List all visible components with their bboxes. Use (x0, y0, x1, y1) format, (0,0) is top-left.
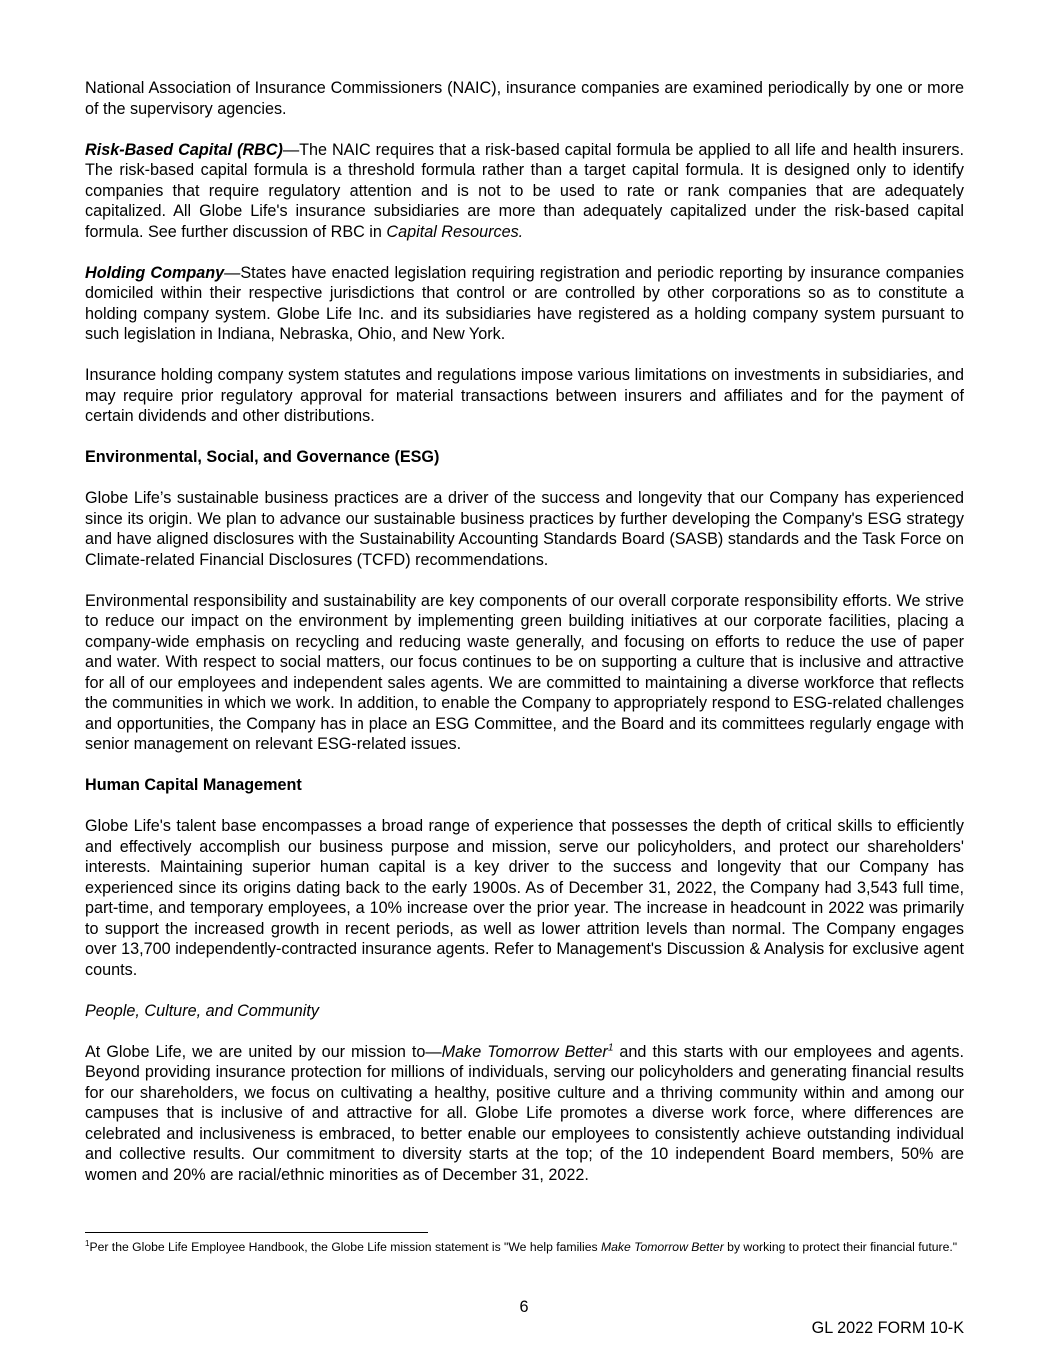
holding-statutes-paragraph (85, 365, 964, 427)
page-number: 6 (519, 1298, 529, 1316)
people-subheading (85, 1001, 964, 1022)
human-capital-paragraph (85, 816, 964, 980)
rbc-paragraph (85, 140, 964, 243)
rbc-reference: Capital Resources. (386, 222, 524, 241)
footnote-emphasis: Make Tomorrow Better (600, 1240, 724, 1254)
people-text-before: At Globe Life, we are united by our mission to— (85, 1042, 442, 1061)
holding-company-lead: Holding Company (85, 263, 225, 282)
esg-text-2: Environmental responsibility and sustainability are key components of our overall corporate responsibility efforts. We strive to reduce our impact on the environment by implementing green building initiatives at our corporate facilities, placing a company-wide emphasis on recycling and reducing waste generally, and focusing on efforts to reduce the use of paper and water. With respect to social matters, our focus continues to be on supporting a culture that is inclusive and attractive for all of our employees and independent sales agents. We are committed to maintaining a diverse workforce that reflects the communities in which we work. In addition, to enable the Company to appropriately respond to ESG-related challenges and opportunities, the Company has in place an ESG Committee, and the Board and its committees regularly engage with senior management on relevant ESG-related issues. (85, 591, 964, 753)
form-label: GL 2022 FORM 10-K (811, 1319, 964, 1337)
esg-paragraph-1 (85, 488, 964, 570)
esg-paragraph-2 (85, 591, 964, 755)
document-body (85, 78, 964, 1206)
holding-company-text: —States have enacted legislation requiring registration and periodic reporting by insurance companies domiciled within their respective jurisdictions that control or are controlled by other corporations so as to constitute a holding company system. Globe Life Inc. and its subsidiaries have registered as a holding company system pursuant to such legislation in Indiana, Nebraska, Ohio, and New York. (85, 263, 964, 343)
holding-company-paragraph (85, 263, 964, 345)
footnote-reference[interactable]: 1 (607, 1042, 614, 1054)
human-capital-heading: Human Capital Management (85, 776, 302, 794)
people-text-after: and this starts with our employees and agents. Beyond providing insurance protection for millions of individuals, serving our policyholders and generating financial results for our shareholders, we focus on cultivating a healthy, positive culture and a thriving community within and among our campuses that is inclusive of and attractive for all. Globe Life promotes a diverse work force, where differences are celebrated and inclusiveness is embraced, to better enable our employees to consistently achieve outstanding individual and collective results. Our commitment to diversity starts at the top; of the 10 independent Board members, 50% are women and 20% are racial/ethnic minorities as of December 31, 2022. (85, 1042, 964, 1184)
rbc-lead: Risk-Based Capital (RBC) (85, 140, 283, 159)
mission-phrase: Make Tomorrow Better (441, 1042, 608, 1061)
footnote-text-before: Per the Globe Life Employee Handbook, the Globe Life mission statement is "We help families (89, 1240, 601, 1254)
people-subheading-text: People, Culture, and Community (85, 1001, 319, 1020)
footnote (85, 1239, 964, 1256)
footnote-text-after: by working to protect their financial future." (723, 1240, 958, 1254)
people-paragraph (85, 1042, 964, 1186)
esg-text-1: Globe Life’s sustainable business practices are a driver of the success and longevity that our Company has experienced since its origin. We plan to advance our sustainable business practices by further developing the Company's ESG strategy and have aligned disclosures with the Sustainability Accounting Standards Board (SASB) standards and the Task Force on Climate-related Financial Disclosures (TCFD) recommendations. (85, 489, 964, 569)
esg-heading: Environmental, Social, and Governance (ESG) (85, 448, 440, 466)
footnote-divider (85, 1232, 428, 1233)
footnote-marker: 1 (85, 1238, 90, 1248)
holding-statutes-text: Insurance holding company system statutes and regulations impose various limitations on investments in subsidiaries, and may require prior regulatory approval for material transactions between insurers and affiliates and for the payment of certain dividends and other distributions. (85, 366, 964, 425)
intro-text: National Association of Insurance Commissioners (NAIC), insurance companies are examined periodically by one or more of the supervisory agencies. (85, 79, 964, 118)
rbc-text: —The NAIC requires that a risk-based capital formula be applied to all life and health insurers. The risk-based capital formula is a threshold formula rather than a target capital formula. It is designed only to identify companies that require regulatory attention and is not to be used to rate or rank companies that are adequately capitalized. All Globe Life's insurance subsidiaries are more than adequately capitalized under the risk-based capital formula. See further discussion of RBC in (85, 140, 964, 241)
human-capital-text: Globe Life's talent base encompasses a broad range of experience that possesses the depth of critical skills to efficiently and effectively accomplish our business purpose and mission, serve our policyholders, and protect our shareholders' interests. Maintaining superior human capital is a key driver to the success and longevity that our Company has experienced since its origins dating back to the early 1900s. As of December 31, 2022, the Company had 3,543 full time, part-time, and temporary employees, a 10% increase over the prior year. The increase in headcount in 2022 was primarily to support the increased growth in recent periods, as well as lower attrition levels than normal. The Company engages over 13,700 independently-contracted insurance agents. Refer to Management's Discussion & Analysis for exclusive agent counts. (85, 817, 964, 979)
intro-paragraph (85, 78, 964, 119)
